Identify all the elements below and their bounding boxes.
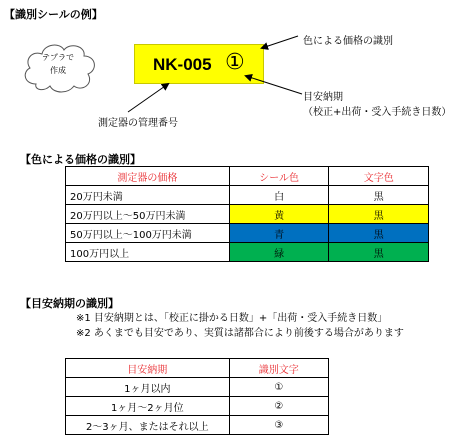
mark-cell: ① xyxy=(229,378,328,397)
section-heading-deadline: 【目安納期の識別】 xyxy=(20,297,119,310)
deadline-cell: 1ヶ月以内 xyxy=(66,378,230,397)
table-row xyxy=(66,416,329,435)
annotation-arrows xyxy=(0,0,462,140)
header-deadline: 目安納期 xyxy=(66,359,230,378)
section-heading-color-price: 【色による価格の識別】 xyxy=(20,153,141,166)
price-cell: 50万円以上～100万円未満 xyxy=(66,224,230,243)
annotation-deadline-line2: （校正+出荷・受入手続き日数） xyxy=(303,107,452,118)
text-color-cell: 黒 xyxy=(329,186,429,205)
header-price: 測定器の価格 xyxy=(66,167,230,186)
mark-cell: ③ xyxy=(229,416,328,435)
table-row xyxy=(66,397,329,416)
deadline-cell: 2～3ヶ月、またはそれ以上 xyxy=(66,416,230,435)
seal-color-cell: 緑 xyxy=(229,243,329,262)
mark-cell: ② xyxy=(229,397,328,416)
table-header-row xyxy=(66,167,429,186)
seal-color-cell: 白 xyxy=(229,186,329,205)
header-seal-color: シール色 xyxy=(229,167,329,186)
price-cell: 20万円未満 xyxy=(66,186,230,205)
table-row xyxy=(66,205,429,224)
annotation-code: 測定器の管理番号 xyxy=(98,118,178,129)
table-row xyxy=(66,378,329,397)
text-color-cell: 黒 xyxy=(329,224,429,243)
note-2: ※2 あくまでも目安であり、実質は諸都合により前後する場合があります xyxy=(76,328,404,339)
price-color-table xyxy=(65,166,429,262)
annotation-deadline-line1: 目安納期 xyxy=(303,92,343,103)
deadline-cell: 1ヶ月～2ヶ月位 xyxy=(66,397,230,416)
header-mark: 識別文字 xyxy=(229,359,328,378)
annotation-color: 色による価格の識別 xyxy=(303,36,393,47)
section-heading-sticker-example: 【識別シールの例】 xyxy=(4,8,103,21)
table-header-row xyxy=(66,359,329,378)
text-color-cell: 黒 xyxy=(329,205,429,224)
table-row xyxy=(66,243,429,262)
text-color-cell: 黒 xyxy=(329,243,429,262)
cloud-text-line1: テプラで xyxy=(42,53,74,62)
seal-color-cell: 青 xyxy=(229,224,329,243)
price-cell: 20万円以上～50万円未満 xyxy=(66,205,230,224)
table-row xyxy=(66,186,429,205)
note-1: ※1 目安納期とは、「校正に掛かる日数」+「出荷・受入手続き日数」 xyxy=(76,313,388,324)
table-row xyxy=(66,224,429,243)
sticker-mark: ① xyxy=(225,50,245,75)
arrow-code-annotation xyxy=(128,84,168,112)
seal-color-cell: 黄 xyxy=(229,205,329,224)
arrow-color-annotation xyxy=(262,36,298,48)
deadline-table xyxy=(65,358,329,435)
deadline-notes xyxy=(76,311,404,341)
arrow-deadline-annotation xyxy=(246,76,302,94)
sticker-code: NK-005 xyxy=(153,55,212,74)
cloud-text-line2: 作成 xyxy=(50,66,66,75)
header-text-color: 文字色 xyxy=(329,167,429,186)
price-cell: 100万円以上 xyxy=(66,243,230,262)
